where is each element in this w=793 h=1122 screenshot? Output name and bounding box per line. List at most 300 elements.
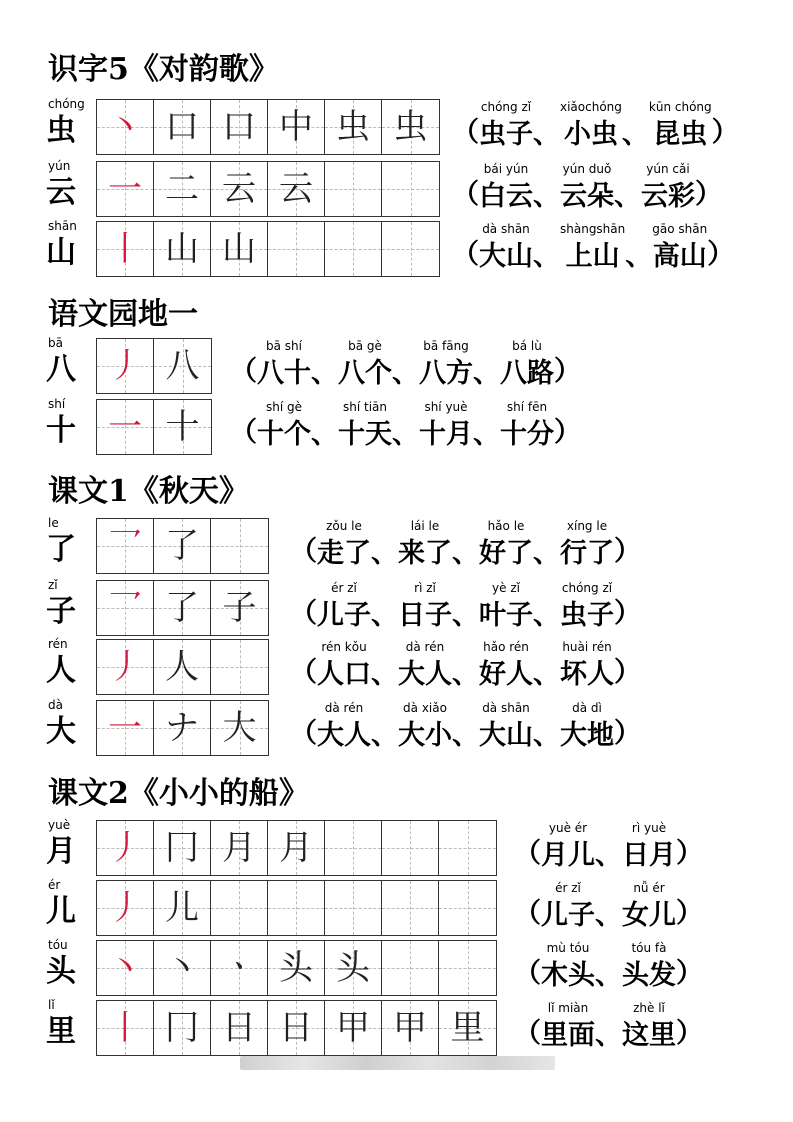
word-pinyin: shàngshān [560, 222, 626, 236]
stroke-step: 丿 [108, 828, 142, 868]
char-label: 儿 [46, 894, 76, 929]
separator: 、 [473, 419, 500, 450]
word-list [230, 338, 581, 392]
stroke-step: 丿 [108, 647, 142, 687]
tianzige-cell [439, 1001, 496, 1055]
stroke-step: 月 [222, 828, 256, 868]
stroke-step: 一 [108, 407, 142, 447]
word-item [560, 221, 625, 275]
blurred-watermark [240, 1056, 555, 1070]
word-item [541, 820, 595, 874]
char-label: 八 [46, 352, 76, 387]
word-pinyin: dà shān [482, 701, 530, 715]
char-row [0, 1000, 793, 1062]
word-item [622, 940, 676, 994]
tianzige-cell [97, 941, 154, 995]
stroke-step: 冂 [165, 1008, 199, 1048]
stroke-step: 八 [165, 346, 200, 386]
word-hanzi: 虫子 [479, 119, 533, 150]
tianzige-cell [439, 941, 496, 995]
close-paren: ） [554, 417, 581, 448]
word-pinyin: shí fēn [506, 400, 548, 414]
word-item [317, 580, 371, 634]
tianzige-cell [325, 1001, 382, 1055]
tianzige-cell [268, 1001, 325, 1055]
word-item [560, 639, 614, 693]
stroke-step: 甲 [393, 1008, 427, 1048]
word-hanzi: 八个 [338, 358, 392, 389]
separator: 、 [392, 358, 419, 389]
tianzige-cell [268, 821, 325, 875]
word-pinyin: chóng zǐ [561, 581, 613, 595]
tianzige-cell [211, 162, 268, 216]
separator: 、 [595, 900, 622, 931]
stroke-grid [96, 399, 212, 455]
word-pinyin: xíng le [566, 519, 608, 533]
word-hanzi: 高山 [652, 241, 707, 272]
word-item [560, 700, 614, 754]
tianzige-cell [211, 941, 268, 995]
char-row [0, 940, 793, 1002]
stroke-step: 二 [165, 169, 199, 209]
tianzige-cell [211, 100, 268, 154]
open-paren: （ [452, 117, 479, 148]
tianzige-cell [97, 821, 154, 875]
char-pinyin: shí [48, 397, 66, 411]
close-paren: ） [554, 356, 581, 387]
stroke-step: 丶 [165, 948, 199, 988]
word-hanzi: 八十 [257, 358, 311, 389]
word-hanzi: 十分 [500, 419, 554, 450]
word-hanzi: 十月 [419, 419, 473, 450]
close-paren: ） [614, 718, 641, 749]
tianzige-cell [97, 339, 154, 393]
stroke-step: ナ [165, 708, 199, 748]
word-item [541, 1000, 595, 1054]
word-pinyin: tóu fà [631, 941, 667, 955]
word-pinyin: rì zǐ [414, 581, 436, 595]
word-pinyin: dà dì [572, 701, 602, 715]
tianzige-cell [97, 581, 154, 635]
tianzige-cell [211, 581, 268, 635]
word-hanzi: 叶子 [479, 600, 533, 631]
word-pinyin: yè zǐ [492, 581, 520, 595]
stroke-step: 虫 [393, 107, 428, 147]
word-item [419, 338, 473, 392]
char-pinyin: dà [48, 698, 63, 712]
separator: 、 [621, 119, 649, 150]
word-pinyin: rì yuè [631, 821, 667, 835]
word-hanzi: 儿子 [541, 900, 595, 931]
stroke-step: 丿 [108, 346, 142, 386]
tianzige-cell [154, 400, 211, 454]
separator: 、 [452, 600, 479, 631]
stroke-step: 乛 [108, 526, 142, 566]
tianzige-cell [382, 162, 439, 216]
separator: 、 [452, 659, 479, 690]
word-hanzi: 八路 [500, 358, 554, 389]
tianzige-cell [97, 222, 154, 276]
word-item [419, 399, 473, 453]
separator: 、 [452, 720, 479, 751]
char-pinyin: chóng [48, 97, 85, 111]
close-paren: ） [676, 898, 703, 929]
stroke-step: 甲 [336, 1008, 370, 1048]
tianzige-cell [211, 222, 268, 276]
char-row [0, 221, 793, 283]
word-item [398, 580, 452, 634]
separator: 、 [614, 181, 641, 212]
word-hanzi: 云朵 [560, 181, 614, 212]
word-pinyin: bā gè [348, 339, 382, 353]
word-hanzi: 走了 [317, 538, 371, 569]
word-item [622, 820, 676, 874]
tianzige-cell [97, 400, 154, 454]
word-hanzi: 上山 [565, 241, 620, 272]
open-paren: （ [290, 718, 317, 749]
stroke-grid [96, 580, 269, 636]
word-hanzi: 大小 [398, 720, 452, 751]
tianzige-cell [382, 941, 439, 995]
char-label: 月 [46, 834, 76, 869]
stroke-step: 口 [165, 107, 199, 147]
word-hanzi: 十天 [338, 419, 392, 450]
stroke-grid [96, 161, 440, 217]
char-label: 人 [46, 653, 76, 688]
section-title: 识字5《对韵歌》 [48, 52, 279, 87]
section-title: 课文1《秋天》 [48, 474, 249, 509]
word-item [479, 99, 533, 153]
char-label: 云 [46, 175, 76, 210]
tianzige-cell [382, 821, 439, 875]
word-list [514, 880, 703, 934]
tianzige-cell [97, 100, 154, 154]
word-hanzi: 儿子 [317, 600, 371, 631]
word-item [500, 399, 554, 453]
stroke-grid [96, 221, 440, 277]
char-row [0, 639, 793, 701]
close-paren: ） [614, 598, 641, 629]
word-list [290, 580, 641, 634]
stroke-step: 月 [279, 828, 313, 868]
open-paren: （ [514, 1018, 541, 1049]
tianzige-cell [211, 1001, 268, 1055]
word-hanzi: 来了 [398, 538, 452, 569]
char-row [0, 99, 793, 161]
open-paren: （ [452, 179, 479, 210]
tianzige-cell [154, 821, 211, 875]
separator: 、 [452, 538, 479, 569]
word-pinyin: nǚ ér [633, 881, 665, 895]
word-hanzi: 大山 [479, 720, 533, 751]
tianzige-cell [382, 222, 439, 276]
word-pinyin: bā fāng [423, 339, 469, 353]
tianzige-cell [211, 881, 268, 935]
tianzige-cell [97, 519, 154, 573]
word-list [290, 700, 641, 754]
stroke-step: 云 [279, 169, 313, 209]
tianzige-cell [325, 222, 382, 276]
word-hanzi: 人口 [317, 659, 371, 690]
word-pinyin: yún duǒ [562, 162, 612, 176]
tianzige-cell [154, 881, 211, 935]
separator: 、 [595, 840, 622, 871]
word-item [560, 161, 614, 215]
stroke-grid [96, 518, 269, 574]
char-label: 里 [46, 1014, 76, 1049]
separator: 、 [533, 720, 560, 751]
word-hanzi: 日月 [622, 840, 676, 871]
open-paren: （ [290, 536, 317, 567]
tianzige-cell [325, 941, 382, 995]
word-list [452, 99, 739, 153]
word-pinyin: dà xiǎo [403, 701, 447, 715]
word-item [338, 399, 392, 453]
tianzige-cell [154, 162, 211, 216]
section-title: 语文园地一 [48, 297, 198, 332]
separator: 、 [595, 1020, 622, 1051]
tianzige-cell [97, 701, 154, 755]
char-label: 了 [46, 532, 76, 567]
stroke-step: 虫 [336, 107, 370, 147]
open-paren: （ [290, 657, 317, 688]
char-row [0, 399, 793, 461]
word-list [230, 399, 581, 453]
word-list [290, 518, 641, 572]
section-title: 课文2《小小的船》 [48, 776, 309, 811]
stroke-grid [96, 700, 269, 756]
tianzige-cell [268, 162, 325, 216]
word-item [622, 1000, 676, 1054]
char-pinyin: le [48, 516, 59, 530]
stroke-grid [96, 338, 212, 394]
char-pinyin: yuè [48, 818, 71, 832]
char-pinyin: rén [48, 637, 68, 651]
stroke-step: 丨 [108, 229, 142, 269]
word-hanzi: 日子 [398, 600, 452, 631]
char-pinyin: shān [48, 219, 77, 233]
word-pinyin: rén kǒu [321, 640, 367, 654]
open-paren: （ [514, 838, 541, 869]
tianzige-cell [268, 941, 325, 995]
stroke-step: 中 [279, 107, 313, 147]
close-paren: ） [695, 179, 722, 210]
word-hanzi: 大地 [560, 720, 614, 751]
stroke-step: 头 [279, 948, 313, 988]
separator: 、 [533, 600, 560, 631]
word-pinyin: dà rén [324, 701, 364, 715]
stroke-step: 了 [165, 526, 199, 566]
close-paren: ） [614, 657, 641, 688]
stroke-grid [96, 820, 497, 876]
word-item [479, 580, 533, 634]
word-pinyin: xiǎochóng [560, 100, 622, 114]
tianzige-cell [154, 701, 211, 755]
word-item [479, 518, 533, 572]
stroke-step: 里 [450, 1008, 485, 1048]
word-hanzi: 昆虫 [653, 119, 708, 150]
tianzige-cell [97, 1001, 154, 1055]
word-hanzi: 虫子 [560, 600, 614, 631]
stroke-step: 十 [165, 407, 200, 447]
tianzige-cell [154, 100, 211, 154]
word-item [398, 518, 452, 572]
word-item [560, 99, 622, 153]
stroke-step: 云 [222, 169, 256, 209]
separator: 、 [533, 538, 560, 569]
stroke-grid [96, 1000, 497, 1056]
word-pinyin: hǎo rén [483, 640, 529, 654]
word-item [317, 639, 371, 693]
char-label: 头 [46, 954, 76, 989]
stroke-step: 丨 [108, 1008, 142, 1048]
separator: 、 [595, 960, 622, 991]
close-paren: ） [707, 239, 735, 270]
word-item [541, 940, 595, 994]
word-hanzi: 好人 [479, 659, 533, 690]
word-item [479, 221, 533, 275]
stroke-step: 山 [165, 229, 199, 269]
word-pinyin: huài rén [562, 640, 612, 654]
close-paren: ） [676, 958, 703, 989]
stroke-step: 一 [108, 169, 142, 209]
stroke-step: 口 [222, 107, 256, 147]
word-pinyin: dà rén [405, 640, 445, 654]
word-hanzi: 云彩 [641, 181, 695, 212]
word-item [398, 639, 452, 693]
tianzige-cell [154, 941, 211, 995]
separator: 、 [371, 600, 398, 631]
word-pinyin: bá lù [512, 339, 542, 353]
word-item [479, 639, 533, 693]
open-paren: （ [230, 417, 257, 448]
word-item [317, 700, 371, 754]
stroke-step: 丶 [108, 107, 142, 147]
tianzige-cell [268, 222, 325, 276]
word-pinyin: lái le [410, 519, 440, 533]
word-hanzi: 木头 [541, 960, 595, 991]
word-item [622, 880, 676, 934]
stroke-step: 日 [222, 1008, 256, 1048]
word-item [649, 99, 712, 153]
word-hanzi: 头发 [622, 960, 676, 991]
word-list [514, 1000, 703, 1054]
word-hanzi: 八方 [419, 358, 473, 389]
word-hanzi: 白云 [479, 181, 533, 212]
stroke-step: 儿 [165, 888, 199, 928]
word-hanzi: 大人 [398, 659, 452, 690]
tianzige-cell [97, 881, 154, 935]
tianzige-cell [382, 881, 439, 935]
tianzige-cell [154, 222, 211, 276]
separator: 、 [533, 181, 560, 212]
stroke-step: 乛 [108, 588, 142, 628]
word-list [514, 940, 703, 994]
tianzige-cell [211, 701, 268, 755]
word-pinyin: shí gè [265, 400, 302, 414]
open-paren: （ [452, 239, 479, 270]
char-pinyin: lǐ [48, 998, 55, 1012]
separator: 、 [371, 538, 398, 569]
word-pinyin: bái yún [483, 162, 529, 176]
stroke-step: 山 [222, 229, 256, 269]
word-hanzi: 小虫 [563, 119, 618, 150]
tianzige-cell [211, 640, 268, 694]
stroke-step: 人 [165, 647, 199, 687]
word-hanzi: 这里 [622, 1020, 676, 1051]
tianzige-cell [154, 339, 211, 393]
word-pinyin: ér zǐ [331, 581, 357, 595]
separator: 、 [392, 419, 419, 450]
stroke-step: 大 [222, 708, 257, 748]
word-pinyin: bā shí [266, 339, 302, 353]
char-label: 十 [46, 413, 76, 448]
tianzige-cell [382, 100, 439, 154]
tianzige-cell [325, 162, 382, 216]
word-hanzi: 大山 [479, 241, 533, 272]
tianzige-cell [154, 640, 211, 694]
char-pinyin: ér [48, 878, 61, 892]
stroke-step: 头 [336, 948, 370, 988]
char-pinyin: yún [48, 159, 71, 173]
word-pinyin: mù tóu [546, 941, 590, 955]
word-list [452, 221, 734, 275]
char-pinyin: tóu [48, 938, 68, 952]
tianzige-cell [154, 519, 211, 573]
tianzige-cell [211, 821, 268, 875]
word-hanzi: 月儿 [541, 840, 595, 871]
tianzige-cell [382, 1001, 439, 1055]
stroke-grid [96, 99, 440, 155]
word-list [290, 639, 641, 693]
word-pinyin: chóng zǐ [480, 100, 532, 114]
separator: 、 [625, 241, 653, 272]
char-row [0, 580, 793, 642]
stroke-grid [96, 639, 269, 695]
word-pinyin: lǐ miàn [547, 1001, 589, 1015]
stroke-step: 日 [279, 1008, 313, 1048]
stroke-grid [96, 940, 497, 996]
stroke-step: 丿 [108, 888, 142, 928]
tianzige-cell [154, 1001, 211, 1055]
tianzige-cell [439, 821, 496, 875]
word-item [317, 518, 371, 572]
word-pinyin: dà shān [482, 222, 530, 236]
stroke-step: 丶 [108, 948, 142, 988]
word-item [641, 161, 695, 215]
word-pinyin: yún cǎi [646, 162, 690, 176]
word-pinyin: yuè ér [548, 821, 588, 835]
open-paren: （ [230, 356, 257, 387]
separator: 、 [473, 358, 500, 389]
word-hanzi: 好了 [479, 538, 533, 569]
tianzige-cell [325, 881, 382, 935]
word-item [541, 880, 595, 934]
close-paren: ） [676, 1018, 703, 1049]
word-hanzi: 行了 [560, 538, 614, 569]
char-row [0, 338, 793, 400]
tianzige-cell [268, 881, 325, 935]
char-label: 虫 [46, 113, 76, 148]
char-pinyin: zǐ [48, 578, 58, 592]
word-hanzi: 坏人 [560, 659, 614, 690]
tianzige-cell [325, 821, 382, 875]
char-pinyin: bā [48, 336, 63, 350]
word-list [452, 161, 722, 215]
word-pinyin: zhè lǐ [633, 1001, 665, 1015]
word-item [479, 161, 533, 215]
char-label: 子 [46, 594, 76, 629]
